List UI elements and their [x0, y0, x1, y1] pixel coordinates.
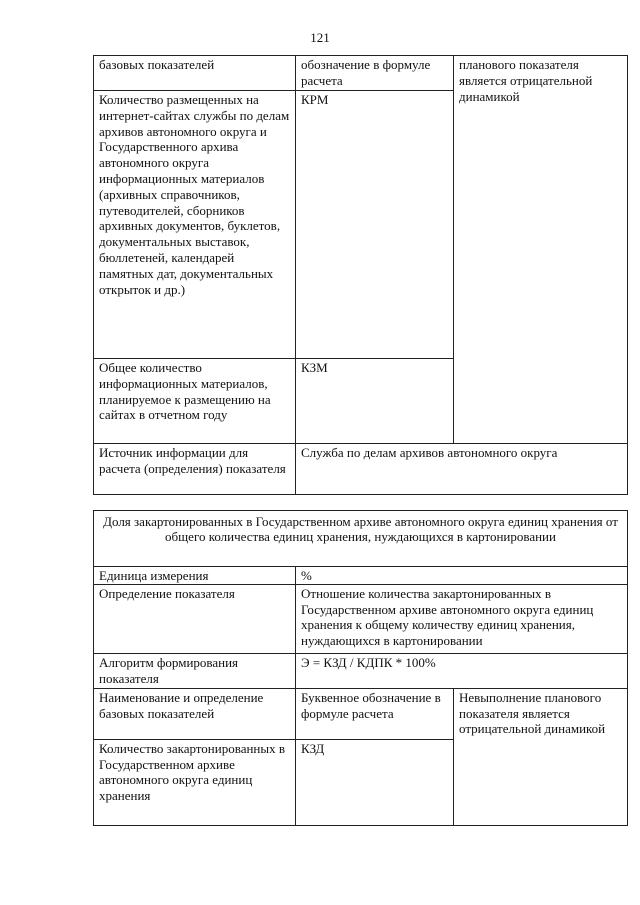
indicator-title: Доля закартонированных в Государственном архиве автономного округа единиц хранения от общего количества единиц хранения, нуждающихся в картонировании	[94, 511, 628, 567]
definition-value: Отношение количества закартонированных в Государственном архиве автономного округа единиц хранения к общему количеству единиц хранения, нуждающихся в картонировании	[296, 584, 628, 653]
indicator-name-kzd: Количество закартонированных в Государственном архиве автономного округа единиц хранения	[94, 739, 296, 825]
unit-label: Единица измерения	[94, 567, 296, 585]
letter-designation-header: Буквенное обозначение в формуле расчета	[296, 688, 454, 739]
negative-dynamics-note: планового показателя является отрицательной динамикой	[454, 56, 628, 444]
page-number: 121	[310, 30, 330, 45]
algorithm-label: Алгоритм формирования показателя	[94, 653, 296, 688]
table-row	[94, 688, 628, 739]
definition-label: Определение показателя	[94, 584, 296, 653]
indicator-table-1	[93, 55, 628, 495]
table-row	[94, 511, 628, 567]
indicator-code-kzm: КЗМ	[296, 359, 454, 444]
base-indicators-header: Наименование и определение базовых показателей	[94, 688, 296, 739]
table-row	[94, 653, 628, 688]
table-row	[94, 584, 628, 653]
indicator-name-krm: Количество размещенных на интернет-сайтах службы по делам архивов автономного округа и Государственного архива автономного округа информационных материалов (архивных справочников, путеводителей, сборников архивных документов, буклетов, документальных выставок, бюллетеней, календарей памятных дат, документальных открыток и др.)	[94, 91, 296, 359]
negative-dynamics-note: Невыполнение планового показателя является отрицательной динамикой	[454, 688, 628, 825]
indicator-table-2	[93, 510, 628, 826]
unit-value: %	[296, 567, 628, 585]
source-value: Служба по делам архивов автономного округа	[296, 444, 628, 495]
header-cell-formula-designation: обозначение в формуле расчета	[296, 56, 454, 91]
source-label: Источник информации для расчета (определения) показателя	[94, 444, 296, 495]
algorithm-value: Э = КЗД / КДПК * 100%	[296, 653, 628, 688]
table-row	[94, 56, 628, 91]
indicator-code-krm: КРМ	[296, 91, 454, 359]
table-row	[94, 444, 628, 495]
indicator-code-kzd: КЗД	[296, 739, 454, 825]
indicator-name-kzm: Общее количество информационных материалов, планируемое к размещению на сайтах в отчетном году	[94, 359, 296, 444]
table-row	[94, 567, 628, 585]
header-cell-base-indicators: базовых показателей	[94, 56, 296, 91]
